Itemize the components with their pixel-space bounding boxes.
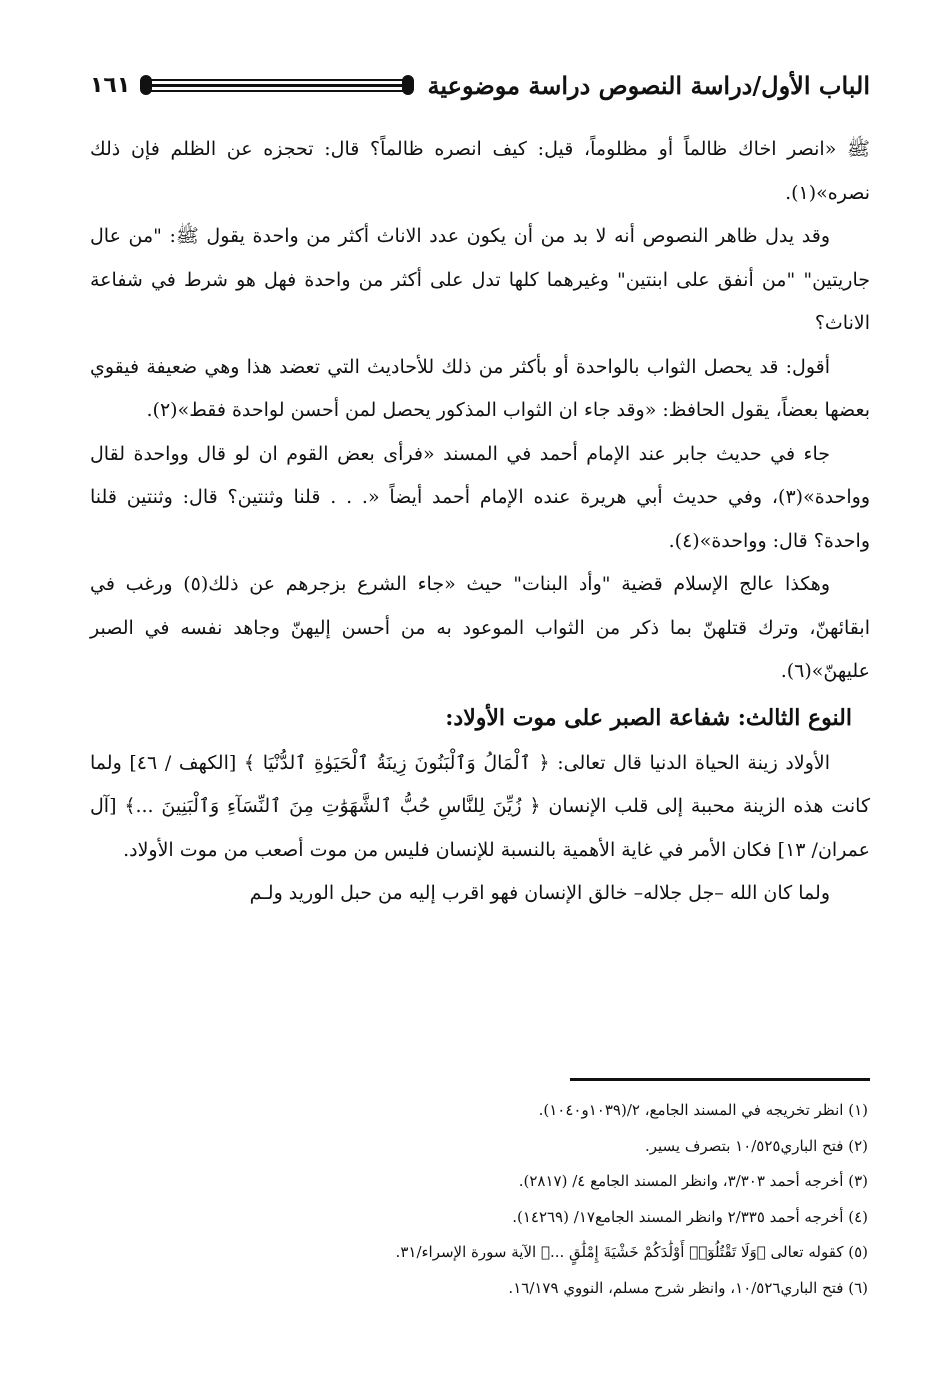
footnote-separator — [570, 1078, 870, 1081]
footnote: (٤) أخرجه أحمد ٢/٣٣٥ وانظر المسند الجامع١٧/ (١٤٢٦٩). — [512, 1207, 868, 1226]
page-number: ١٦١ — [90, 72, 131, 98]
footnote: (٥) كقوله تعالى ﴿وَلَا تَقْتُلُوٓا۟ أَوْلَٰدَكُمْ خَشْيَةَ إِمْلَٰقٍ ...﴾ الآية سورة الإسراء/٣١. — [395, 1243, 868, 1261]
footnote: (٦) فتح الباري١٠/٥٢٦، وانظر شرح مسلم، النووي ١٦/١٧٩. — [508, 1278, 868, 1297]
header-ornament-rule — [140, 78, 413, 92]
footnote: (٣) أخرجه أحمد ٣/٣٠٣، وانظر المسند الجامع ٤/ (٢٨١٧). — [518, 1172, 868, 1190]
chapter-title: الباب الأول/دراسة النصوص دراسة موضوعية — [427, 70, 870, 100]
book-page — [90, 58, 870, 1318]
paragraph: وقد يدل ظاهر النصوص أنه لا بد من أن يكون عدد الاناث أكثر من واحدة يقول ﷺ: "من عال جاريتين" "من أنفق على ابنتين" وغيرهما كلها تدل على أكثر من واحدة فهل هو شرط في شفاعة الاناث؟ — [90, 225, 870, 334]
footnote: (٢) فتح الباري١٠/٥٢٥ بتصرف يسير. — [644, 1136, 868, 1155]
section-heading: النوع الثالث: شفاعة الصبر على موت الأولاد: — [445, 704, 852, 731]
paragraph: الأولاد زينة الحياة الدنيا قال تعالى: ﴿ ٱلْمَالُ وَٱلْبَنُونَ زِينَةُ ٱلْحَيَوٰةِ ٱلدُّنْيَا ﴾ [الكهف / ٤٦] ولما كانت هذه الزينة محببة إلى قلب الإنسان ﴿ زُيِّنَ لِلنَّاسِ حُبُّ ٱلشَّهَوَٰتِ مِنَ ٱلنِّسَآءِ وَٱلْبَنِينَ ...﴾ [آل عمران/ ١٣] فكان الأمر في غاية الأهمية بالنسبة للإنسان فليس من موت أصعب من موت الأولاد. — [90, 751, 870, 861]
paragraph: جاء في حديث جابر عند الإمام أحمد في المسند «فرأى بعض القوم ان لو قال وواحدة لقال وواحدة»(٣)، وفي حديث أبي هريرة عنده الإمام أحمد أيضاً «. . . قلنا وثنتين؟ قال: وثنتين قلنا واحدة؟ قال: وواحدة»(٤). — [90, 442, 870, 552]
ornament-knot-left — [140, 75, 152, 95]
footnote: (١) انظر تخريجه في المسند الجامع، ٢/(١٠٣٩و١٠٤٠). — [538, 1101, 868, 1119]
paragraph: ﷺ «انصر اخاك ظالماً أو مظلوماً، قيل: كيف انصره ظالماً؟ قال: تحجزه عن الظلم فإن ذلك نصره»(١). — [90, 138, 870, 204]
paragraph: ولما كان الله –جل جلاله– خالق الإنسان فهو اقرب إليه من حبل الوريد ولـم — [249, 882, 830, 904]
footnotes — [90, 1093, 870, 1306]
paragraph: أقول: قد يحصل الثواب بالواحدة أو بأكثر من ذلك للأحاديث التي تعضد هذا وهي ضعيفة فيقوي بعضها بعضاً، يقول الحافظ: «وقد جاء ان الثواب المذكور يحصل لمن أحسن لواحدة فقط»(٢). — [90, 355, 870, 421]
running-header — [90, 58, 870, 112]
main-text — [90, 128, 870, 916]
paragraph: وهكذا عالج الإسلام قضية "وأد البنات" حيث «جاء الشرع بزجرهم عن ذلك(٥) ورغب في ابقائهنّ، وترك قتلهنّ بما ذكر من الثواب الموعود به من أحسن إليهنّ وجاهد نفسه في الصبر عليهنّ»(٦). — [90, 573, 870, 682]
